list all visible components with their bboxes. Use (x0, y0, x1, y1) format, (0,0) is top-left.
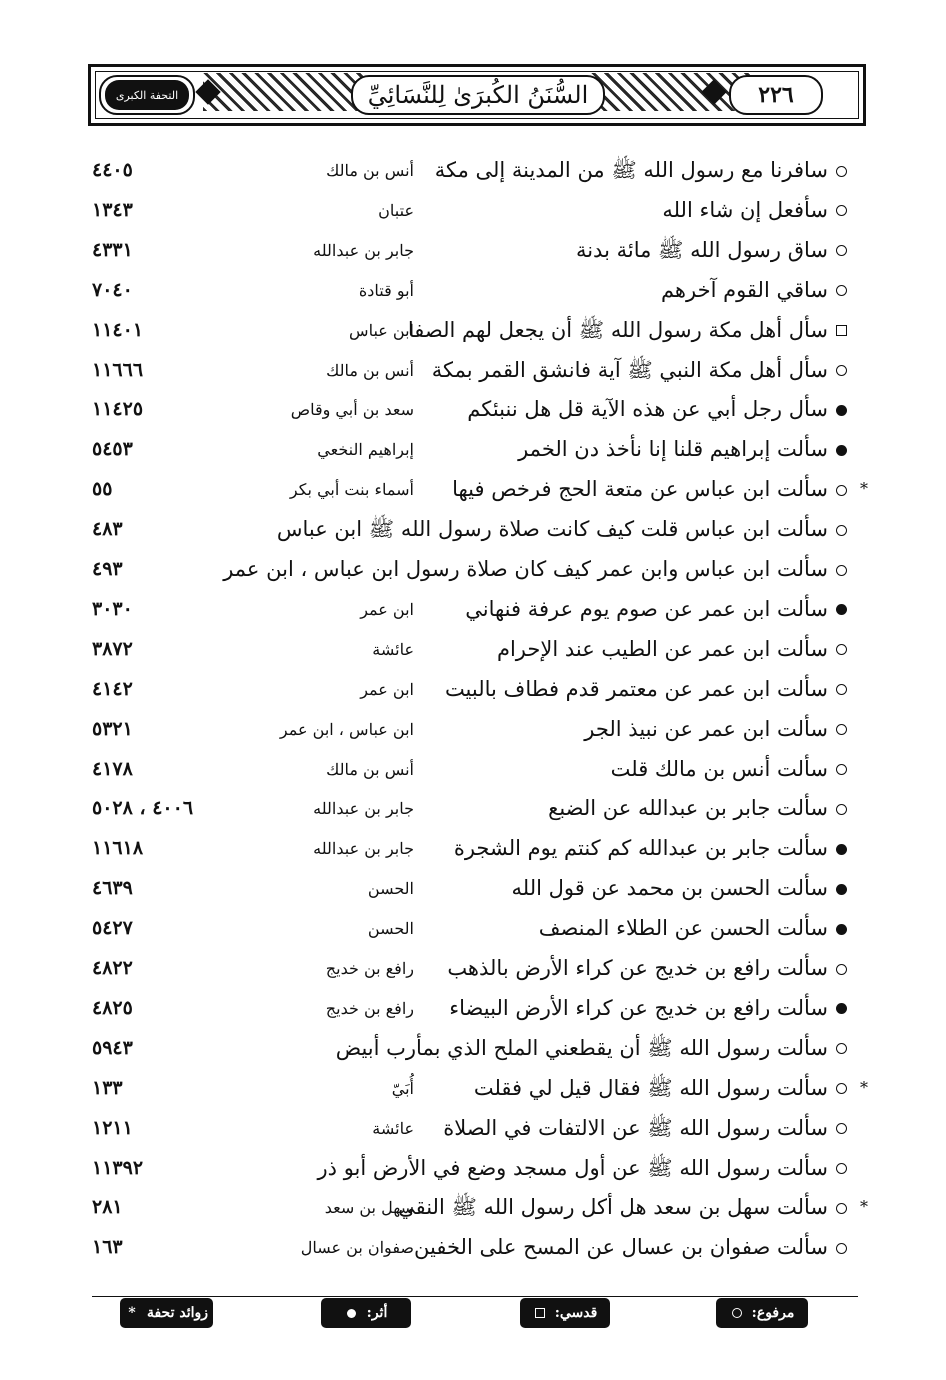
zawaid-asterisk-icon: * (860, 1077, 868, 1097)
hadith-number: ٤٨٢٢ (92, 957, 133, 979)
hadith-opening-text: سألت ابن عمر عن نبيذ الجر (584, 716, 828, 741)
hadith-number: ٤٩٣ (92, 558, 123, 580)
hadith-opening-text: سألت رافع بن خديج عن كراء الأرض البيضاء (449, 995, 828, 1020)
hadith-opening-text: سألت الحسن عن الطلاء المنصف (538, 916, 828, 941)
index-row (0, 908, 946, 948)
narrator-name: جابر بن عبدالله (313, 839, 414, 859)
open-circle-icon (831, 640, 851, 660)
hadith-opening-text: سألت أنس بن مالك قلت (610, 756, 828, 781)
filled-circle-icon (831, 400, 851, 420)
hadith-opening-text: ساقي القوم آخرهم (660, 277, 828, 302)
book-title: السُّنَنُ الكُبرَىٰ لِلنَّسَائِيِّ (351, 75, 605, 115)
open-circle-icon (831, 1039, 851, 1059)
open-circle-icon (831, 361, 851, 381)
page-header (88, 64, 866, 126)
index-row (0, 310, 946, 350)
hadith-opening-text: سألت الحسن بن محمد عن قول الله (511, 876, 828, 901)
hadith-number: ٥٤٥٣ (92, 438, 133, 461)
filled-circle-icon (831, 440, 851, 460)
narrator-name: أسماء بنت أبي بكر (289, 480, 414, 500)
narrator-name: أبو قتادة (358, 280, 414, 300)
narrator-name: جابر بن عبدالله (313, 240, 414, 260)
index-row (0, 429, 946, 469)
book-logo-text: التحفة الكبرى (105, 80, 189, 110)
index-row (0, 350, 946, 390)
open-circle-icon (831, 1159, 851, 1179)
open-circle-icon (831, 201, 851, 221)
index-row (0, 150, 946, 190)
open-circle-icon (831, 680, 851, 700)
narrator-name: عتبان (378, 200, 414, 220)
hadith-opening-text: سألت صفوان بن عسال عن المسح على الخفين (414, 1235, 828, 1260)
narrator-name: رافع بن خديج (325, 959, 414, 978)
narrator-name: ابن عباس ، ابن عمر (279, 719, 414, 739)
hadith-number: ١٦٣ (92, 1236, 123, 1259)
index-row (0, 828, 946, 868)
index-row (0, 469, 946, 509)
hadith-number: ١٣٣ (92, 1076, 123, 1099)
narrator-name: سهل بن سعد (324, 1198, 414, 1218)
hadith-number: ٥٣٢١ (92, 717, 133, 740)
hadith-number: ٤١٤٢ (92, 677, 133, 700)
hadith-opening-text: سألت إبراهيم قلنا إنا نأخذ دن الخمر (518, 437, 828, 462)
hadith-opening-text: سألت ابن عمر عن معتمر قدم فطاف بالبيت (444, 676, 828, 701)
open-circle-icon (831, 1079, 851, 1099)
open-circle-icon (831, 1198, 851, 1218)
open-circle-icon (831, 480, 851, 500)
legend-label: زوائد تحفة (146, 1305, 209, 1321)
narrator-name: عائشة (372, 639, 414, 659)
filled-circle-icon (831, 879, 851, 899)
index-row (0, 669, 946, 709)
hadith-number: ٥٩٤٣ (92, 1036, 133, 1059)
legend-qudsi (520, 1298, 610, 1328)
index-row (0, 389, 946, 429)
ornament-strip-left (203, 73, 363, 111)
hadith-opening-text: سألت رسول الله ﷺ فقال قيل لي فقلت (473, 1075, 828, 1100)
index-row (0, 788, 946, 828)
open-circle-icon (831, 720, 851, 740)
hadith-opening-text: سألت سهل بن سعد هل أكل رسول الله ﷺ النقي (398, 1195, 828, 1220)
hadith-number: ٤٦٣٩ (92, 877, 133, 900)
asterisk-icon: * (128, 1305, 136, 1321)
hadith-number: ٤٣٣١ (92, 238, 133, 261)
hadith-number: ١١٤٠١ (92, 318, 144, 341)
hadith-opening-text: سأل أهل مكة رسول الله ﷺ أن يجعل لهم الصفا (407, 317, 828, 342)
hadith-opening-text: سأل أهل مكة النبي ﷺ آية فانشق القمر بمكة (431, 357, 828, 382)
open-circle-icon (831, 1119, 851, 1139)
index-row (0, 1108, 946, 1148)
hadith-opening-text: سألت رافع بن خديج عن كراء الأرض بالذهب (447, 956, 828, 980)
hadith-opening-text: سألت رسول الله ﷺ عن أول مسجد وضع في الأرض أبو ذر (317, 1155, 828, 1180)
index-row (0, 589, 946, 629)
narrator-name: جابر بن عبدالله (313, 799, 414, 819)
index-row (0, 270, 946, 310)
open-circle-icon (831, 959, 851, 979)
hadith-number: ٤٨٢٥ (92, 996, 133, 1019)
filled-circle-icon (831, 600, 851, 620)
index-row (0, 509, 946, 549)
index-row (0, 1148, 946, 1188)
index-row (0, 230, 946, 270)
narrator-name: إبراهيم النخعي (317, 440, 414, 460)
hadith-number: ٥٥ (92, 478, 113, 501)
narrator-name: عائشة (372, 1118, 414, 1138)
index-row (0, 629, 946, 669)
open-circle-icon (831, 760, 851, 780)
open-circle-icon (831, 161, 851, 181)
open-circle-icon (831, 799, 851, 819)
legend-label: مرفوع: (751, 1305, 795, 1321)
ornament-strip-right (591, 73, 751, 111)
index-row (0, 190, 946, 230)
narrator-name: صفوان بن عسال (300, 1238, 414, 1258)
footer-divider (92, 1296, 858, 1297)
open-circle-icon (730, 1306, 744, 1320)
index-row (0, 1227, 946, 1267)
narrator-name: ابن عمر (360, 679, 414, 699)
narrator-name: أنس بن مالك (326, 161, 414, 180)
hadith-number: ٢٨١ (92, 1196, 123, 1219)
open-circle-icon (831, 281, 851, 301)
hadith-number: ٤١٧٨ (92, 757, 133, 780)
legend-zawaid (120, 1298, 213, 1328)
hadith-opening-text: سألت جابر بن عبدالله عن الضبع (548, 796, 828, 821)
hadith-number: ٤٠٠٦ ، ٥٠٢٨ (92, 797, 194, 820)
open-circle-icon (831, 241, 851, 261)
index-row (0, 948, 946, 988)
hadith-opening-text: سألت جابر بن عبدالله كم كنتم يوم الشجرة (453, 836, 828, 861)
narrator-name: الحسن (367, 879, 414, 899)
hadith-opening-text: سأل رجل أبي عن هذه الآية قل هل ننبئكم (467, 397, 828, 422)
hadith-opening-text: سألت ابن عمر عن الطيب عند الإحرام (496, 636, 828, 661)
index-row (0, 1187, 946, 1227)
hadith-number: ٣٨٧٢ (92, 637, 133, 660)
hadith-number: ١١٣٩٢ (92, 1156, 144, 1179)
hadith-opening-text: سألت رسول الله ﷺ أن يقطعني الملح الذي بمأرب أبيض (335, 1035, 828, 1060)
hadith-number: ٤٤٠٥ (92, 159, 133, 181)
hadith-number: ١١٦١٨ (92, 837, 144, 860)
hadith-opening-text: ساق رسول الله ﷺ مائة بدنة (575, 237, 828, 262)
narrator-name: الحسن (367, 919, 414, 939)
hadith-opening-text: سألت ابن عباس قلت كيف كانت صلاة رسول الله ﷺ ابن عباس (276, 517, 828, 542)
hadith-number: ٧٠٤٠ (92, 278, 133, 301)
open-circle-icon (831, 520, 851, 540)
hadith-opening-text: سأفعل إن شاء الله (662, 197, 828, 222)
filled-circle-icon (831, 999, 851, 1019)
narrator-name: رافع بن خديج (325, 998, 414, 1018)
index-row (0, 1028, 946, 1068)
hadith-opening-text: سألت رسول الله ﷺ عن الالتفات في الصلاة (443, 1115, 828, 1140)
narrator-name: سعد بن أبي وقاص (290, 400, 414, 420)
hadith-number: ٥٤٢٧ (92, 917, 133, 940)
narrator-name: أُبَيّ (391, 1078, 414, 1098)
open-square-icon (831, 321, 851, 341)
legend-label: قدسي: (554, 1305, 598, 1321)
hadith-opening-text: سألت ابن عباس عن متعة الحج فرخص فيها (452, 477, 828, 502)
zawaid-asterisk-icon: * (860, 479, 868, 499)
open-circle-icon (831, 560, 851, 580)
legend-marfu (716, 1298, 808, 1328)
narrator-name: ابن عمر (360, 599, 414, 619)
hadith-number: ١٣٤٣ (92, 198, 133, 221)
open-circle-icon (831, 1238, 851, 1258)
legend-athar (321, 1298, 411, 1328)
zawaid-asterisk-icon: * (860, 1197, 868, 1217)
index-row (0, 868, 946, 908)
book-logo (99, 75, 195, 115)
hadith-number: ٣٠٣٠ (92, 597, 133, 620)
hadith-number: ١١٦٦٦ (92, 358, 144, 381)
index-row (0, 749, 946, 789)
index-row (0, 1068, 946, 1108)
filled-circle-icon (345, 1306, 359, 1320)
index-row (0, 988, 946, 1028)
hadith-opening-text: سافرنا مع رسول الله ﷺ من المدينة إلى مكة (434, 158, 828, 182)
index-row (0, 549, 946, 589)
narrator-name: أنس بن مالك (326, 360, 414, 380)
page-number: ٢٢٦ (729, 75, 823, 115)
narrator-name: أنس بن مالك (326, 759, 414, 779)
filled-circle-icon (831, 839, 851, 859)
narrator-name: ابن عباس (349, 320, 414, 340)
hadith-number: ١٢١١ (92, 1116, 133, 1139)
hadith-opening-text: سألت ابن عمر عن صوم يوم عرفة فنهاني (465, 596, 828, 621)
hadith-opening-text: سألت ابن عباس وابن عمر كيف كان صلاة رسول ابن عباس ، ابن عمر (223, 557, 828, 581)
hadith-number: ١١٤٢٥ (92, 398, 144, 421)
index-row (0, 709, 946, 749)
hadith-number: ٤٨٣ (92, 518, 123, 541)
filled-circle-icon (831, 919, 851, 939)
legend-label: أثر: (366, 1305, 388, 1321)
open-square-icon (533, 1306, 547, 1320)
